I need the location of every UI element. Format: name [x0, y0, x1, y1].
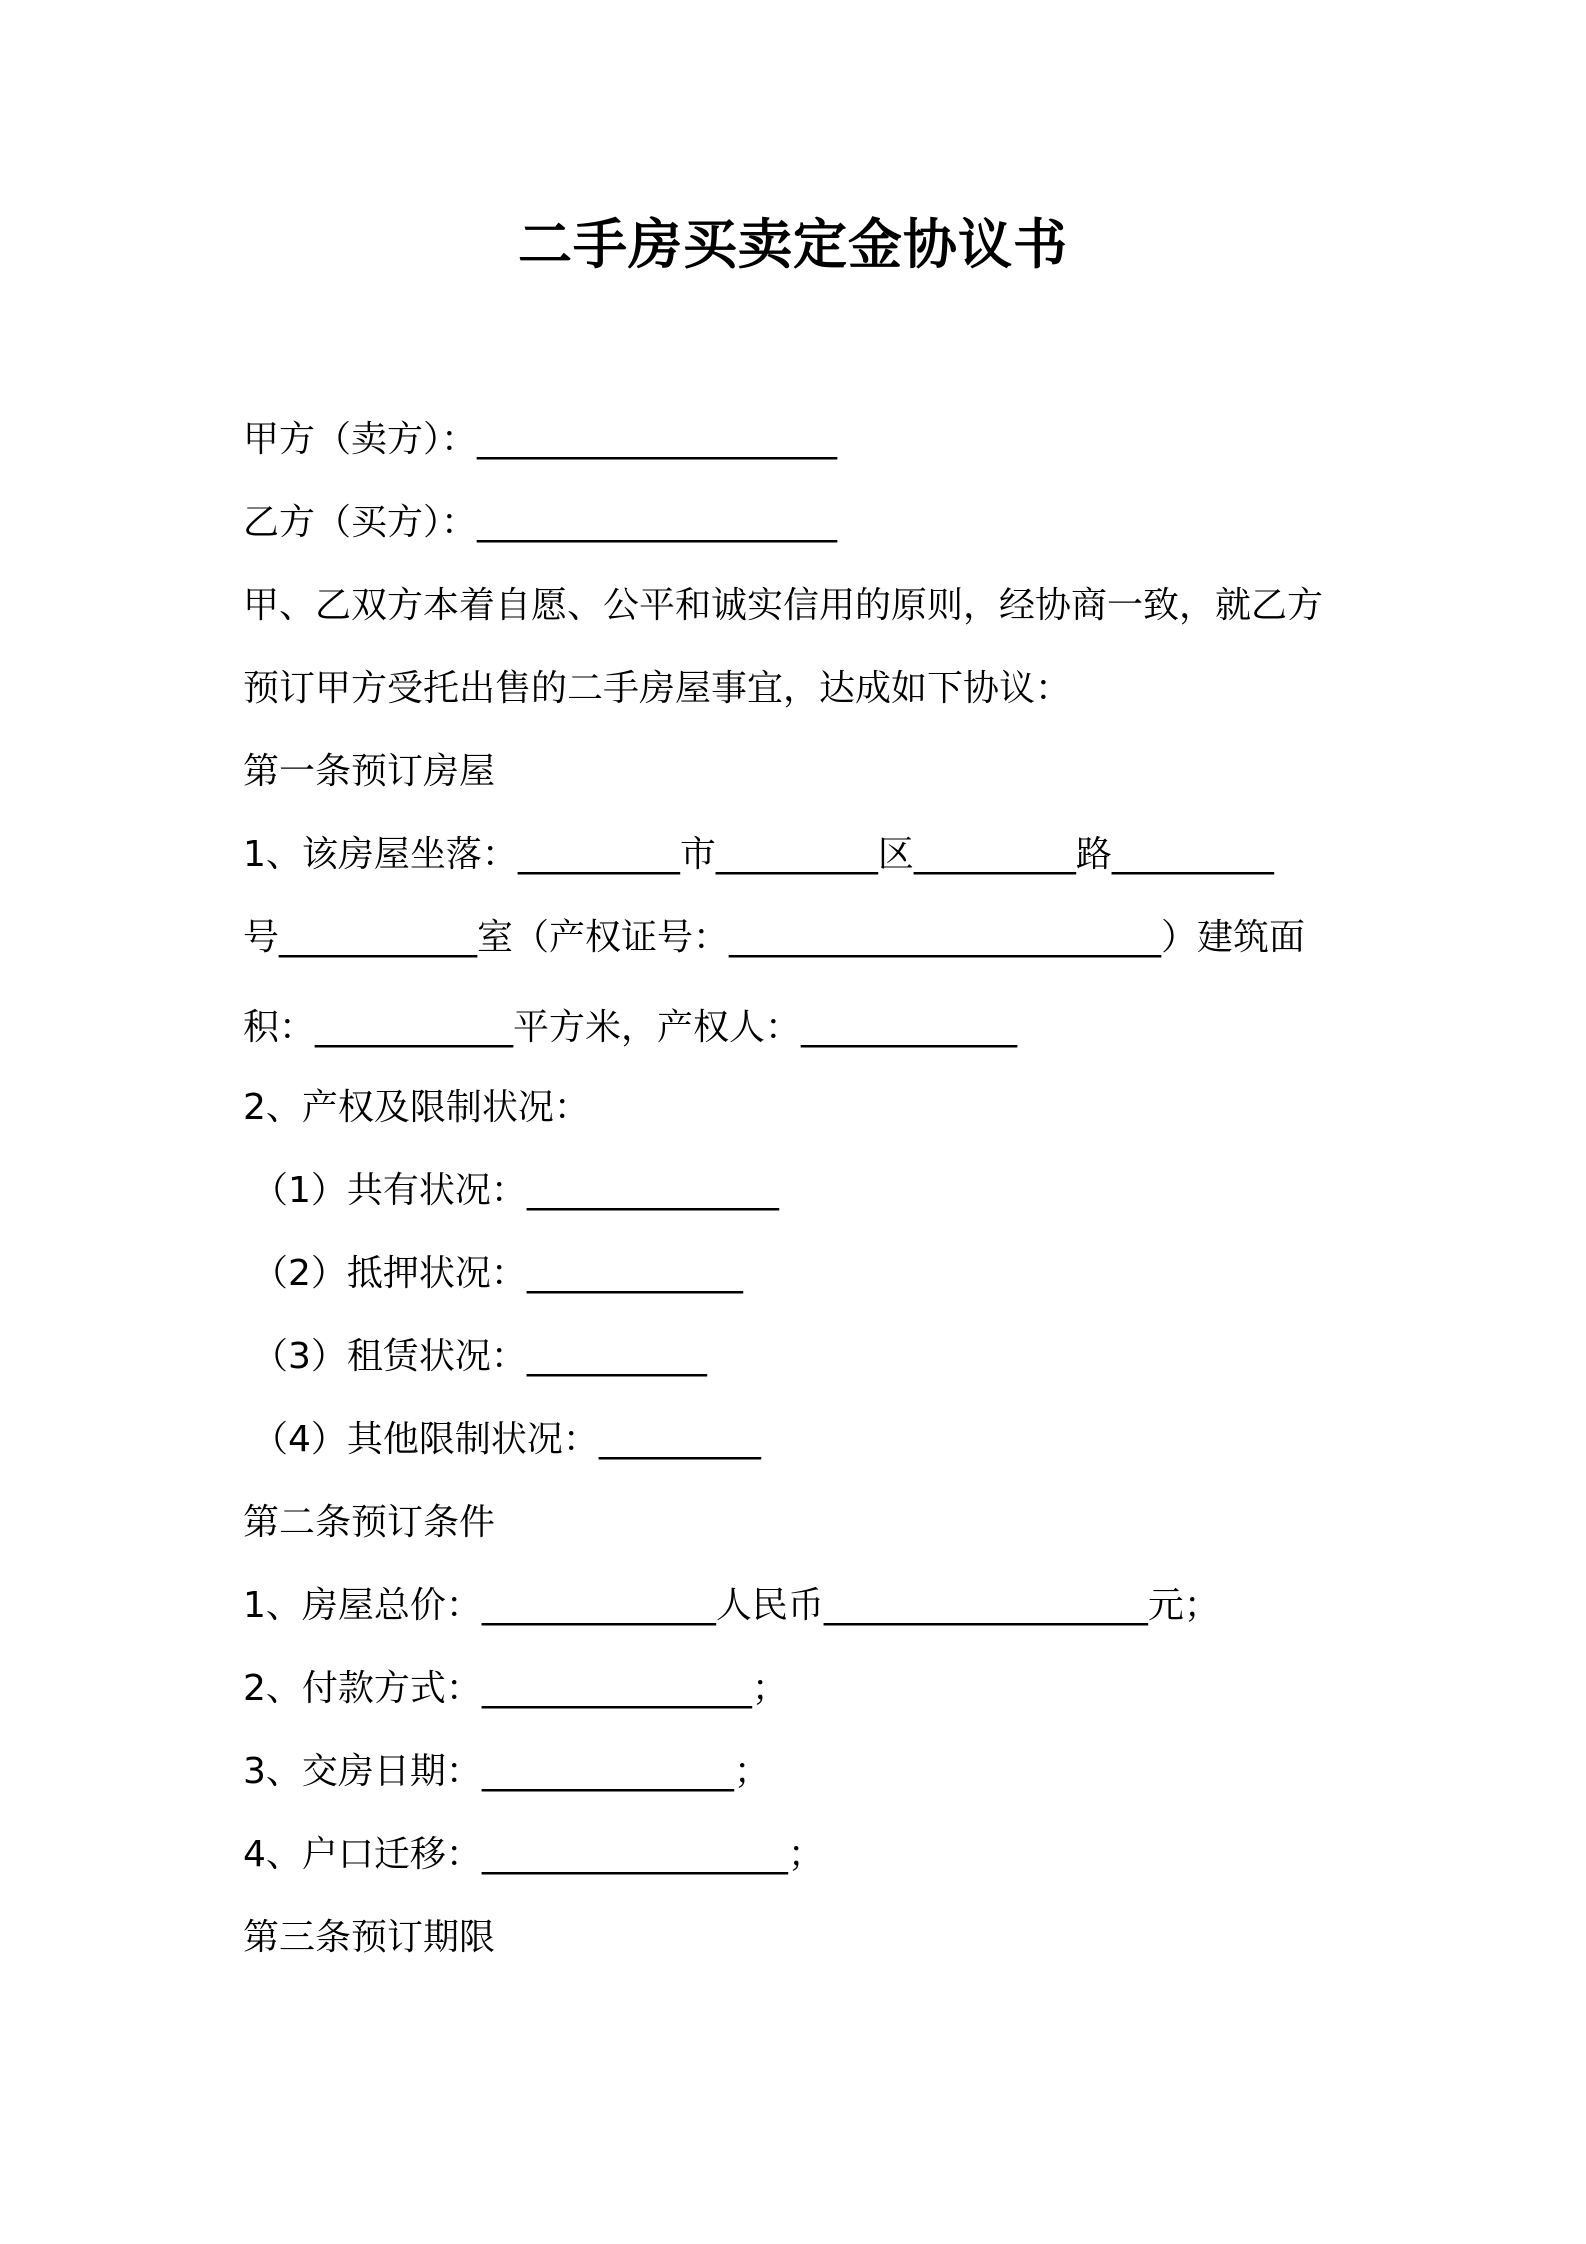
party-b-line: 乙方（买方）：____________________	[243, 502, 838, 543]
delivery-date-line: 3、交房日期：______________；	[243, 1751, 770, 1792]
property-area-line: 积：___________平方米，产权人：____________	[243, 1007, 1018, 1048]
other-restrictions-line: （4）其他限制状况：_________	[252, 1419, 761, 1460]
property-location-line-1: 1、该房屋坐落：_________市_________区_________路_________	[243, 834, 1274, 875]
total-price-line: 1、房屋总价：_____________人民币__________________元；	[243, 1585, 1220, 1626]
payment-method-line: 2、付款方式：_______________；	[243, 1668, 788, 1709]
document-title: 二手房买卖定金协议书	[518, 213, 1068, 276]
mortgage-line: （2）抵押状况：____________	[252, 1253, 743, 1294]
household-registration-line: 4、户口迁移：_________________；	[243, 1834, 824, 1875]
co-ownership-line: （1）共有状况：______________	[252, 1170, 779, 1211]
preamble-line-2: 预订甲方受托出售的二手房屋事宜，达成如下协议：	[243, 668, 1072, 709]
article-1-heading: 第一条预订房屋	[243, 751, 496, 792]
property-location-line-2: 号___________室（产权证号：________________________）建筑面	[243, 917, 1306, 958]
lease-line: （3）租赁状况：__________	[252, 1336, 707, 1377]
preamble-line-1: 甲、乙双方本着自愿、公平和诚实信用的原则，经协商一致，就乙方	[243, 585, 1324, 626]
article-2-heading: 第二条预订条件	[243, 1502, 496, 1543]
article-3-heading: 第三条预订期限	[243, 1917, 496, 1958]
party-a-line: 甲方（卖方）：____________________	[243, 419, 838, 460]
ownership-status-heading: 2、产权及限制状况：	[243, 1087, 590, 1128]
